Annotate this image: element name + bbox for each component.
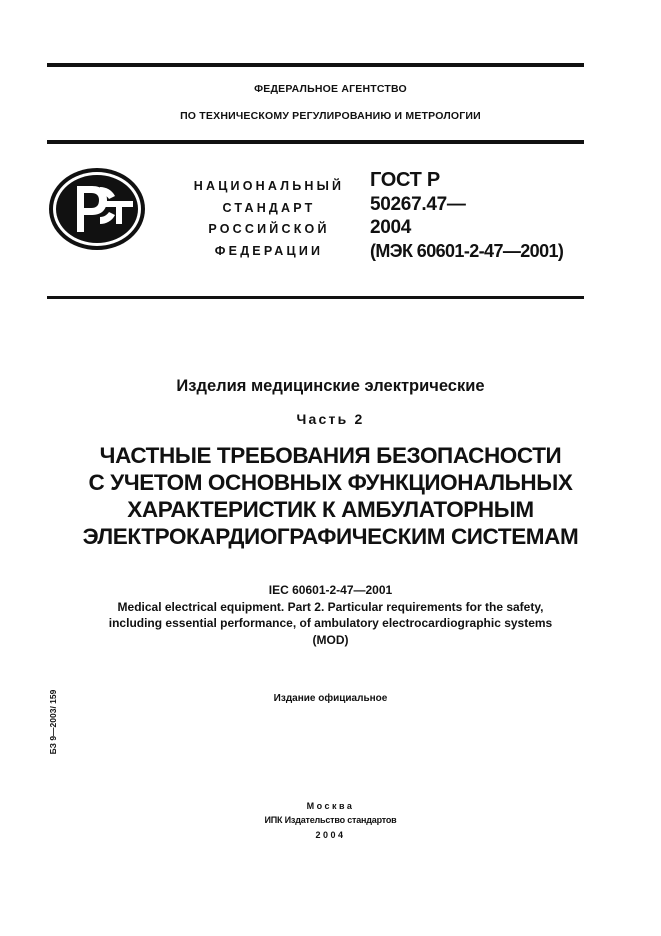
publisher-city-text: Москва — [306, 801, 355, 811]
national-standard-line-1: НАЦИОНАЛЬНЫЙ — [193, 179, 345, 193]
iec-line-1: IEC 60601-2-47—2001 — [268, 583, 393, 597]
iec-line-3: including essential performance, of ambulatory electrocardiographic systems — [108, 616, 553, 630]
iec-line-2: Medical electrical equipment. Part 2. Particular requirements for the safety, — [117, 599, 544, 614]
designation-line-3: 2004 — [370, 217, 412, 238]
header-rule — [47, 140, 584, 144]
title-line-3: ХАРАКТЕРИСТИК К АМБУЛАТОРНЫМ — [127, 497, 534, 522]
designation-line-2: 50267.47— — [370, 193, 466, 215]
iec-line-4: (MOD) — [312, 632, 349, 647]
rst-logo-icon — [47, 166, 147, 252]
iec-reference — [0, 582, 661, 648]
publisher-name: ИПК Издательство стандартов — [264, 815, 397, 825]
national-standard-line-2: СТАНДАРТ — [222, 200, 316, 215]
part-label: Часть 2 — [296, 411, 365, 427]
title-line-4: ЭЛЕКТРОКАРДИОГРАФИЧЕСКИМ СИСТЕМАМ — [82, 524, 579, 549]
publisher-year-text: 2004 — [315, 830, 346, 840]
agency-line-2: ПО ТЕХНИЧЕСКОМУ РЕГУЛИРОВАНИЮ И МЕТРОЛОГИИ — [180, 110, 481, 122]
side-code: БЗ 9—2003/ 159 — [48, 689, 58, 755]
title-line-2: С УЧЕТОМ ОСНОВНЫХ ФУНКЦИОНАЛЬНЫХ — [88, 470, 573, 495]
standard-designation — [370, 169, 563, 263]
publisher-city — [0, 799, 661, 814]
publisher-year — [0, 828, 661, 843]
main-title — [0, 442, 661, 550]
top-rule — [47, 63, 584, 67]
title-line-1: ЧАСТНЫЕ ТРЕБОВАНИЯ БЕЗОПАСНОСТИ — [99, 443, 562, 468]
subtitle: Изделия медицинские электрические — [176, 377, 485, 395]
national-standard-label — [186, 176, 352, 262]
national-standard-line-4: ФЕДЕРАЦИИ — [214, 243, 324, 258]
edition-label: Издание официальное — [273, 693, 388, 704]
middle-rule — [47, 296, 584, 299]
national-standard-line-3: РОССИЙСКОЙ — [208, 222, 330, 236]
designation-line-1: ГОСТ Р — [370, 169, 440, 191]
agency-line-1: ФЕДЕРАЛЬНОЕ АГЕНТСТВО — [254, 83, 407, 95]
rst-emblem — [47, 166, 147, 257]
designation-line-4: (МЭК 60601-2-47—2001) — [370, 240, 564, 261]
